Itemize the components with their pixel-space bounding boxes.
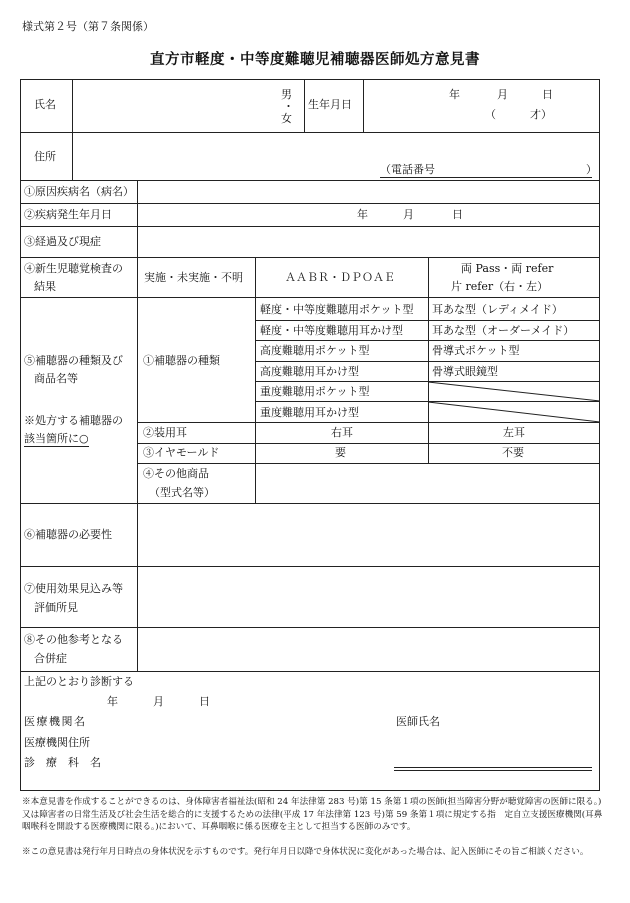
complication-label-2: 合併症 bbox=[34, 652, 67, 665]
complication-label-1: ⑧その他参考となる bbox=[24, 633, 123, 646]
device-type-option[interactable]: 高度難聴用ポケット型 bbox=[260, 344, 370, 357]
footnote-validity: ※この意見書は発行年月日時点の身体状況を示すものです。発行年月日以降で身体状況に変化があった場合は、記入医師にその旨ご相談ください。 bbox=[22, 847, 589, 857]
birth-label: 生年月日 bbox=[308, 98, 352, 111]
device-section-label-1: ⑤補聴器の種類及び bbox=[24, 354, 123, 367]
newborn-method-options[interactable]: ＡＡＢＲ・ＤＰＯＡＥ bbox=[285, 271, 395, 284]
other-product-label-1: ④その他商品 bbox=[143, 467, 209, 480]
history-label: ③経過及び現症 bbox=[24, 235, 101, 248]
necessity-label: ⑥補聴器の必要性 bbox=[24, 528, 112, 541]
mold-no-option[interactable]: 不要 bbox=[502, 446, 524, 459]
gender-male[interactable]: 男 bbox=[281, 88, 292, 101]
institution-address-label: 医療機関住所 bbox=[24, 736, 90, 749]
newborn-done-options[interactable]: 実施・未実施・不明 bbox=[144, 271, 243, 284]
device-type-option[interactable]: 重度難聴用耳かけ型 bbox=[260, 406, 359, 419]
newborn-result-one[interactable]: 片 refer（右・左） bbox=[451, 280, 549, 293]
diagnosis-month: 月 bbox=[153, 695, 164, 708]
address-label: 住所 bbox=[34, 150, 56, 163]
ear-right-option[interactable]: 右耳 bbox=[331, 426, 353, 439]
doctor-name-label: 医師氏名 bbox=[396, 715, 440, 728]
other-product-field[interactable] bbox=[257, 465, 598, 502]
effect-label-2: 評価所見 bbox=[34, 601, 78, 614]
birth-day: 日 bbox=[542, 88, 553, 101]
device-type-option[interactable]: 重度難聴用ポケット型 bbox=[260, 385, 370, 398]
diagnosis-text: 上記のとおり診断する bbox=[24, 675, 134, 688]
department-label: 診 療 科 名 bbox=[24, 756, 101, 769]
device-type-option[interactable]: 軽度・中等度難聴用ポケット型 bbox=[260, 303, 414, 316]
ear-label: ②装用耳 bbox=[143, 426, 187, 439]
blank-cell-strikes bbox=[428, 381, 600, 423]
name-field[interactable] bbox=[74, 81, 302, 130]
newborn-label-1: ④新生児聴覚検査の bbox=[24, 262, 123, 275]
disease-label: ①原因疾病名（病名） bbox=[24, 185, 134, 198]
gender-separator: ・ bbox=[283, 100, 294, 113]
device-note-2: 該当箇所に○ bbox=[24, 432, 89, 445]
gender-female[interactable]: 女 bbox=[281, 112, 292, 125]
device-note-1: ※処方する補聴器の bbox=[24, 414, 123, 427]
history-field[interactable] bbox=[139, 228, 598, 256]
onset-year: 年 bbox=[357, 208, 368, 221]
mold-label: ③イヤモールド bbox=[143, 446, 220, 459]
birth-month: 月 bbox=[497, 88, 508, 101]
complication-field[interactable] bbox=[139, 629, 598, 670]
device-section-label-2: 商品名等 bbox=[34, 372, 78, 385]
newborn-result-both[interactable]: 両 Pass・両 refer bbox=[461, 262, 554, 275]
onset-day: 日 bbox=[452, 208, 463, 221]
other-product-label-2: （型式名等） bbox=[149, 486, 215, 499]
device-type-option[interactable]: 軽度・中等度難聴用耳かけ型 bbox=[260, 324, 403, 337]
necessity-field[interactable] bbox=[139, 505, 598, 565]
name-label: 氏名 bbox=[34, 98, 56, 111]
onset-month: 月 bbox=[403, 208, 414, 221]
footnote-eligibility: ※本意見書を作成することができるのは、身体障害者福祉法(昭和 24 年法律第 283 号)第 15 条第１項の医師(担当障害分野が聴覚障害の医師に限る。)又は障害者の日常生活及び社会生活を総合的に支援するための法律(平成 17 年法律第 123 号)第 59 条第１項に規定する指 定自立支援医療機関(耳鼻咽喉科を開設する医療機関に限る。)において、耳鼻咽喉に係る医療を主として担当する医師のみです。 bbox=[22, 797, 603, 832]
signature-line[interactable] bbox=[394, 767, 592, 768]
device-type-option[interactable]: 骨導式ポケット型 bbox=[432, 344, 520, 357]
newborn-label-2: 結果 bbox=[34, 280, 56, 293]
disease-field[interactable] bbox=[139, 182, 598, 202]
device-type-option[interactable]: 耳あな型（レディメイド） bbox=[432, 303, 563, 316]
device-type-label: ①補聴器の種類 bbox=[143, 354, 220, 367]
device-type-option[interactable]: 高度難聴用耳かけ型 bbox=[260, 365, 359, 378]
mold-yes-option[interactable]: 要 bbox=[335, 446, 346, 459]
page-title: 直方市軽度・中等度難聴児補聴器医師処方意見書 bbox=[150, 51, 480, 68]
ear-left-option[interactable]: 左耳 bbox=[503, 426, 525, 439]
age-suffix: 才） bbox=[530, 108, 552, 121]
diagnosis-year: 年 bbox=[107, 695, 118, 708]
address-field[interactable] bbox=[74, 134, 598, 164]
onset-label: ②疾病発生年月日 bbox=[24, 208, 112, 221]
device-type-option[interactable]: 耳あな型（オーダーメイド） bbox=[432, 324, 575, 337]
effect-label-1: ⑦使用効果見込み等 bbox=[24, 582, 123, 595]
effect-field[interactable] bbox=[139, 568, 598, 626]
institution-name-label: 医療機関名 bbox=[24, 715, 87, 728]
phone-label: （電話番号 bbox=[380, 163, 435, 176]
age-open: （ bbox=[485, 108, 496, 121]
birth-year: 年 bbox=[449, 88, 460, 101]
phone-close: ） bbox=[586, 163, 597, 176]
device-type-option[interactable]: 骨導式眼鏡型 bbox=[432, 365, 498, 378]
form-number: 様式第２号（第７条関係） bbox=[22, 20, 154, 33]
diagnosis-day: 日 bbox=[199, 695, 210, 708]
